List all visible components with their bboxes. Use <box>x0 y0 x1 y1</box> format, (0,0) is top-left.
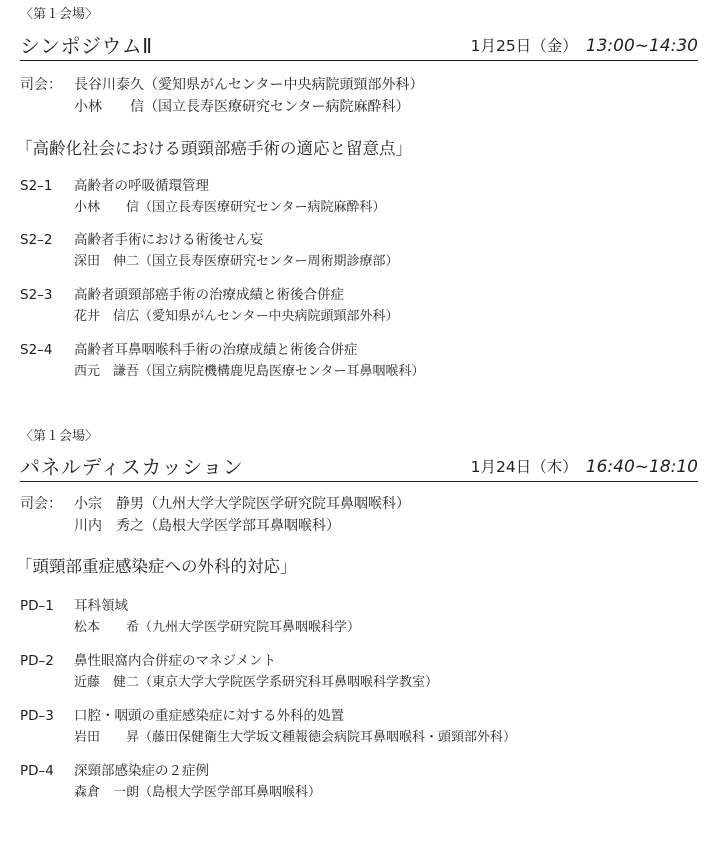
talk-speaker: 小林 信（国立長寿医療研究センター病院麻酔科） <box>74 200 386 215</box>
talk-title: 高齢者頭頸部癌手術の治療成績と術後合併症 <box>74 287 344 303</box>
talk-speaker: 松本 希（九州大学医学研究院耳鼻咽喉科学） <box>74 620 361 635</box>
talk-speaker: 西元 謙吾（国立病院機構鹿児島医療センター耳鼻咽喉科） <box>74 364 425 379</box>
session-title: シンポジウムⅡ <box>20 34 153 58</box>
talk-speaker: 近藤 健二（東京大学大学院医学系研究科耳鼻咽喉科学教室） <box>74 675 439 690</box>
talk-id: S2–3 <box>20 287 53 303</box>
talk-title: 耳科領域 <box>74 598 128 614</box>
chair-entry: 小宗 静男（九州大学大学院医学研究院耳鼻咽喉科） <box>74 496 410 512</box>
talk-id: PD–3 <box>20 708 54 724</box>
talk-title: 高齢者耳鼻咽喉科手術の治療成績と術後合併症 <box>74 342 358 358</box>
session-title-row <box>20 455 698 482</box>
venue-label: 〈第１会場〉 <box>20 7 99 22</box>
talk-id: S2–1 <box>20 178 53 194</box>
chair-entry: 川内 秀之（島根大学医学部耳鼻咽喉科） <box>74 518 340 534</box>
chair-entry: 長谷川泰久（愛知県がんセンター中央病院頭頸部外科） <box>74 77 424 93</box>
chair-label: 司会： <box>20 496 62 512</box>
talk-speaker: 深田 伸二（国立長寿医療研究センター周術期診療部） <box>74 254 399 269</box>
talk-id: PD–4 <box>20 763 54 779</box>
talk-title: 深頸部感染症の２症例 <box>74 763 209 779</box>
talk-id: PD–2 <box>20 653 54 669</box>
talk-title: 高齢者手術における術後せん妄 <box>74 232 263 248</box>
session-time: 13:00~14:30 <box>585 36 698 56</box>
chair-entry: 小林 信（国立長寿医療研究センター病院麻酔科） <box>74 99 410 115</box>
talk-id: S2–2 <box>20 232 53 248</box>
talk-id: S2–4 <box>20 342 53 358</box>
session-title: パネルディスカッション <box>20 455 244 479</box>
session-date: 1月24日（木） <box>470 458 578 476</box>
venue-label: 〈第１会場〉 <box>20 429 99 444</box>
talk-title: 鼻性眼窩内合併症のマネジメント <box>74 653 277 669</box>
session-theme: 「高齢化社会における頭頸部癌手術の適応と留意点」 <box>16 139 412 158</box>
session-title-row <box>20 34 698 61</box>
talk-id: PD–1 <box>20 598 54 614</box>
talk-title: 口腔・咽頭の重症感染症に対する外科的処置 <box>74 708 344 724</box>
session-datetime <box>471 457 698 477</box>
talk-speaker: 森倉 一朗（島根大学医学部耳鼻咽喉科） <box>74 785 322 800</box>
talk-speaker: 岩田 昇（藤田保健衛生大学坂文種報徳会病院耳鼻咽喉科・頭頸部外科） <box>74 730 517 745</box>
chair-label: 司会： <box>20 77 62 93</box>
talk-title: 高齢者の呼吸循環管理 <box>74 178 209 194</box>
talk-speaker: 花井 信広（愛知県がんセンター中央病院頭頸部外科） <box>74 309 399 324</box>
session-time: 16:40~18:10 <box>585 457 698 477</box>
session-date: 1月25日（金） <box>470 37 578 55</box>
session-datetime <box>471 36 698 56</box>
session-theme: 「頭頸部重症感染症への外科的対応」 <box>16 557 297 576</box>
